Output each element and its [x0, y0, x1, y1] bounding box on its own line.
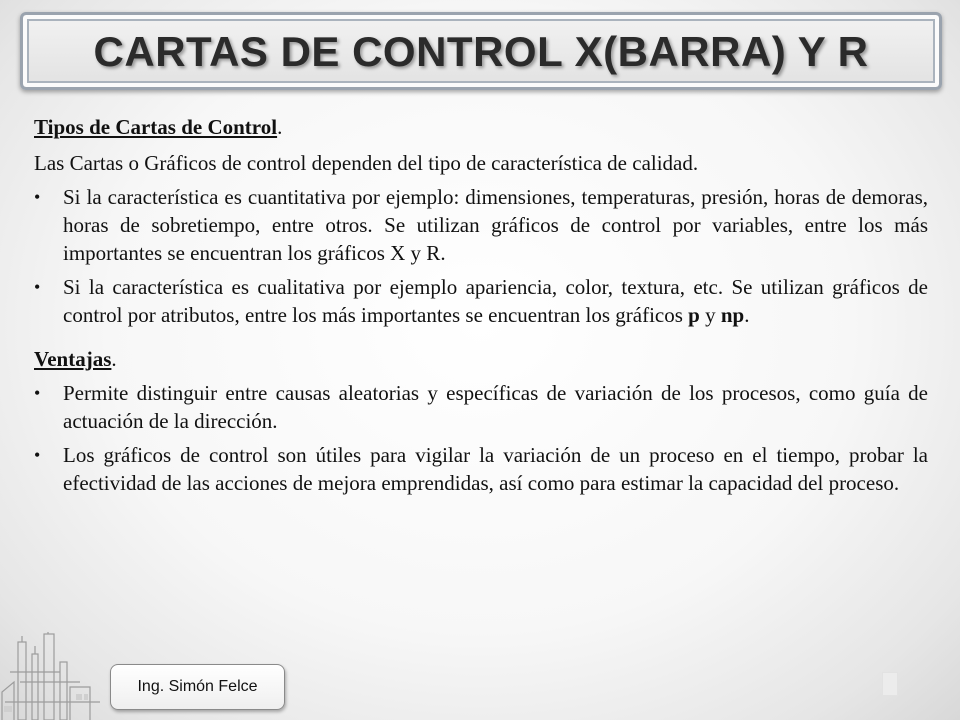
slide-content [34, 113, 928, 497]
bullet-text-end: . [744, 303, 750, 327]
section-heading-tipos [34, 113, 928, 141]
bullet-bold-np: np [720, 303, 745, 327]
list-item [34, 273, 928, 329]
intro-paragraph: Las Cartas o Gráficos de control dependen del tipo de característica de calidad. [34, 151, 699, 175]
bullet-icon: • [34, 187, 41, 207]
bullet-icon: • [34, 383, 41, 403]
section-heading-text: Ventajas [34, 347, 112, 371]
bullet-text: Permite distinguir entre causas aleatorias y específicas de variación de los procesos, como guía de actuación de la dirección. [63, 381, 928, 433]
bullet-text: Si la característica es cuantitativa por ejemplo: dimensiones, temperaturas, presión, horas de demoras, horas de sobretiempo, entre otros. Se utilizan gráficos de control por variables, entre los más importantes se encuentran los gráficos X y R. [63, 185, 928, 265]
heading-punct: . [277, 115, 283, 139]
bullet-text: Si la característica es cualitativa por ejemplo apariencia, color, textura, etc. Se utilizan gráficos de control por atributos, entre los más importantes se encuentran los gráficos [63, 275, 928, 327]
author-label: Ing. Simón Felce [110, 664, 285, 710]
bullet-text: Los gráficos de control son útiles para vigilar la variación de un proceso en el tiempo, probar la efectividad de las acciones de mejora emprendidas, así como para estimar la capacidad del proceso. [63, 443, 928, 495]
list-item [34, 183, 928, 267]
bullet-icon: • [34, 445, 41, 465]
factory-icon [0, 632, 105, 720]
section-heading-ventajas [34, 345, 928, 373]
bullet-text-mid: y [699, 303, 721, 327]
bullet-bold-p: p [688, 303, 700, 327]
slide-number-placeholder [882, 672, 898, 696]
tipos-bullet-list [34, 183, 928, 329]
slide-title: CARTAS DE CONTROL X(BARRA) Y R [93, 28, 869, 75]
section-heading-text: Tipos de Cartas de Control [34, 115, 278, 139]
heading-punct: . [111, 347, 117, 371]
ventajas-bullet-list [34, 379, 928, 497]
title-banner [20, 12, 942, 90]
list-item [34, 379, 928, 435]
list-item [34, 441, 928, 497]
bullet-icon: • [34, 277, 41, 297]
